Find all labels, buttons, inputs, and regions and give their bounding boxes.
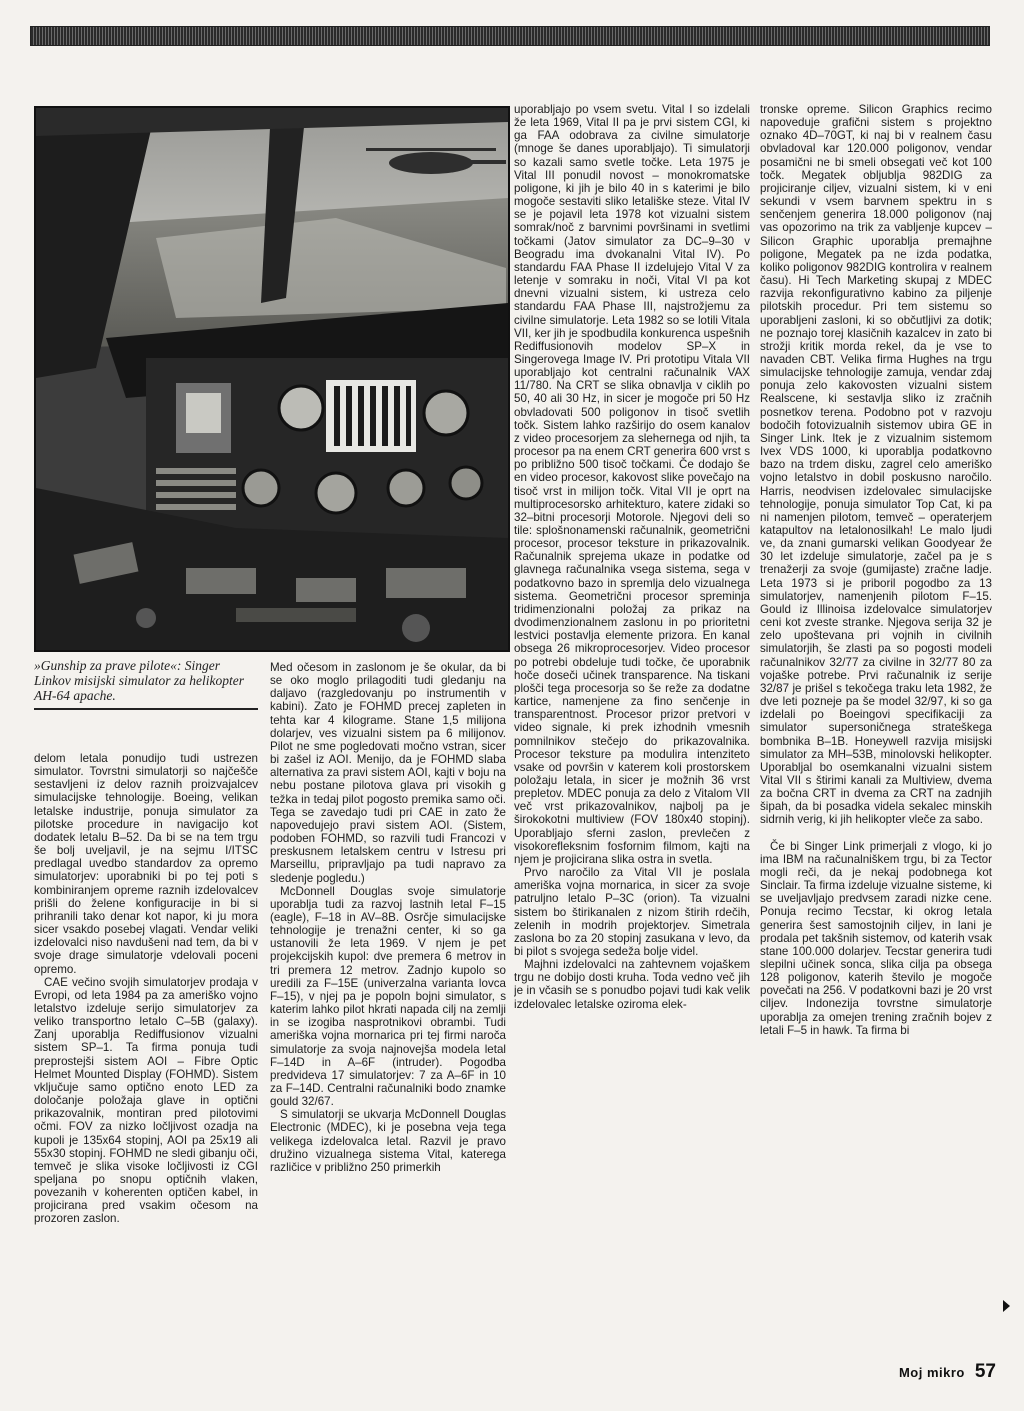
text-column-4 [760, 103, 992, 1353]
helicopter-cockpit-image [36, 108, 508, 650]
paragraph: Med očesom in zaslonom je še okular, da bi se oko moglo prilagoditi tudi gledanju na daljavo (razgledovanju po instrumentih v kabini). Zato je FOHMD precej zapleten in tehta kar 4 kilograme. Stane 1,5 milijona dolarjev, ves vizualni sistem pa 6 milijonov. Pilot ne sme pogledovati močno vstran, sicer bi zašel iz AOI. Menijo, da je FOHMD slaba alternativa za pravi sistem AOI, kajti v boju na nebu postane pilotova glava pri visokih g težka in tedaj pilot pogosto premika samo oči. Tega se zavedajo tudi pri CAE in zato že napovedujejo pravi sistem AOI. (Sistem, podoben FOHMD, so razvili tudi Francozi v preskusnem letalskem centru v Istresu pri Marseillu, pripravljajo pa tudi napravo za sledenje pogledu.) [270, 661, 506, 885]
paragraph: Če bi Singer Link primerjali z vlogo, ki jo ima IBM na računalniškem trgu, bi za Tector mogli reči, da je nekaj podobnega kot Sinclair. Ta firma izdeluje vizualne sisteme, ki se uveljavljajo predvsem zaradi nizke cene. Ponuja recimo Tecstar, ki okrog letala generira šest samostojnih ciljev, in lani je prodala pet takšnih sistemov, od katerih vsak stane 100.000 dolarjev. Tecstar generira tudi slepilni učinek sonca, slika cilja pa obsega 128 poligonov, katerih število je mogoče povečati na 256. V podatkovni bazi je 20 vrst ciljev. Indonezija tovrstne simulatorje uporablja za omejen trening zračnih bojev z letali F–5 in hawk. Ta firma bi [760, 839, 992, 1037]
continue-arrow-icon [1003, 1300, 1010, 1312]
paragraph: CAE večino svojih simulatorjev prodaja v Evropi, od leta 1984 pa za ameriško vojno letalstvo izdeluje serijo simulatorjev za veliko transportno letalo C–5B (galaxy). Zanj uporablja Rediffusionov vizualni sistem SP–1. Ta firma ponuja tudi preprostejši sistem AOI – Fibre Optic Helmet Mounted Display (FOHMD). Sistem vključuje samo optično enoto LED za določanje položaja glave in optični prikazovalnik, montiran pred pilotovimi očmi. FOV za nizko ločljivost ozadja na kupoli je 135x64 stopinj, AOI pa 25x19 ali 55x30 stopinj. FOHMD ne sledi gibanju oči, temveč je slika visoke ločljivosti iz CGI speljana po snopu optičnih vlaken, povezanih v koherenten optičen kabel, in projicirana pred vsakim očesom na prozoren zaslon. [34, 975, 258, 1226]
paragraph: Majhni izdelovalci na zahtevnem vojaškem trgu ne dobijo dosti kruha. Toda vedno več jih je in včasih se s ponudbo pojavi tudi kak velik izdelovalec letalske oziroma elek- [514, 958, 750, 1011]
header-rule [30, 26, 990, 46]
paragraph: delom letala ponudijo tudi ustrezen simulator. Tovrstni simulatorji so najčešče sestavljeni iz delov raznih proizvajalcev simulacijske tehnologije. Boeing, velikan letalske industrije, ponuja simulator za pilotske procedure in navigacijo kot dodatek letalu B–52. Da bi se na tem trgu še bolj uveljavil, je na sejmu I/ITSC predlagal uvedbo standardov za opremo simulatorjev: uporabniki bi po tej poti s kombiniranjem opreme raznih izdelovalcev prišli do želene konfiguracije in bi si prihranili tako denar kot napor, ki ju mora sicer vsakdo posebej vlagati. Vendar veliki izdelovalci niso navdušeni nad tem, da bi v svoje drage simulatorje vdelovali poceni opremo. [34, 752, 258, 976]
paragraph: uporabljajo po vsem svetu. Vital I so izdelali že leta 1969, Vital II pa je prvi sistem CGI, ki ga FAA odobrava za civilne simulatorje (mnoge še danes uporabljajo). Ti simulatorji so kazali samo svetle točke. Leta 1975 je Vital III ponudil novost – monokromatske poligone, ki jih je bilo 40 in s katerimi je bilo mogoče sestaviti sliko letališke steze. Vital IV se je pojavil leta 1978 kot vizualni sistem somrak/noč z barvnimi površinami in svetlimi točkami (Jatov simulator za DC–9–30 v Beogradu ima dvokanalni Vital IV). Po standardu FAA Phase II izdelujejo Vital V za letenje v somraku in noči, Vital VI pa kot dnevni vizualni sistem, ki ustreza celo standardu FAA Phase III, najstrožjemu za civilne simulatorje. Leta 1982 so se lotili Vitala VII, ker jih je spodbudila konkurenca uspešnih Rediffusionovih modelov SP–X in Singerovega Image IV. Pri prototipu Vitala VII uporabljajo kot centralni računalnik VAX 11/780. Na CRT se slika obnavlja v ciklih po 50, 40 ali 30 Hz, in sicer je mogoče pri 50 Hz obvladovati 500 poligonov in tisoč svetlih točk. Sistem lahko razširijo do osem kanalov z video procesorjem za slehernega od njih, ta procesor pa na enem CRT generira 600 vrst s po približno 500 tisoč točkami. Če dodajo še en video procesor, kakovost slike povečajo na tisoč vrst in milijon točk. Vital VII je oprt na multiprocesorsko arhitekturo, katere zidaki so 32–bitni procesorji Motorole. Njegovi deli so tile: splošnonamenski računalnik, geometrični procesor, procesor teksture in prikazovalnik. Računalnik sprejema ukaze in podatke od glavnega računalnika vsega sistema, sega v podatkovno bazo in spremlja delo vizualnega sistema. Geometrični procesor spreminja tridimenzionalni položaj za prikaz na dvodimenzionalnem zaslonu in po prioritetni lestvici postavlja elemente prizora. En kanal obsega 26 mikroprocesorjev. Video procesor po potrebi obdeluje tudi točke, če uporabnik hoče doseči učinek transparence. Na tiskani plošči tega procesorja so še reže za dodatne kartice, namenjene za fino senčenje in transparentnost. Procesor prizor pretvori v video signale, ki prek izhodnih vmesnih pomnilnikov stečejo do prikazovalnika. Procesor teksture pa modulira intenziteto vsake od površin v katerem koli prostorskem položaju letala, in sicer je možnih 36 vrst prepletov. MDEC ponuja za delo z Vitalom VII več vrst prikazovalnikov, najbolj pa je širokokotni multiview (FOV 180x40 stopinj). Uporabljajo sferni zaslon, prevlečen z visokorefleksnim fosfornim filmom, kajti na njem je projicirana slika ostra in svetla. [514, 103, 750, 866]
page-footer [899, 1361, 996, 1383]
paragraph: tronske opreme. Silicon Graphics recimo napoveduje grafični sistem s projektno oznako 4D–70GT, ki naj bi v realnem času obvladoval kar 120.000 poligonov, vendar posamični ne bi smeli obsegati več kot 100 točk. Megatek obljublja 982DIG za projiciranje ciljev, vizualni sistem, ki v eni sekundi v vsem barvnem spektru in s senčenjem generira 18.000 poligonov (naj vas opozorimo na trik za vabljenje kupcev – Silicon Graphic uporablja premajhne poligone, Megatek pa ne izda podatka, koliko poligonov 982DIG kontrolira v realnem času). Hi Tech Marketing skupaj z MDEC razvija rekonfigurativno kabino za piljenje pilotskih procedur. Pri tem sistemu so uporabljeni zasloni, ki so občutljivi za dotik; ne poznajo torej klasičnih kazalcev in zato bi strožji kritik morda rekel, da je vse to navaden CBT. Velika firma Hughes na trgu simulacijske tehnologije zamuja, vendar zdaj ponuja zelo kakovosten vizualni sistem Realscene, ki sestavlja sliko iz zračnih posnetkov terena. Podobno pot v razvoju bodočih fotovizualnih sistemov ubira GE in Singer Link. Itek je z vizualnim sistemom Ivex VDS 1000, ki uporablja podatkovno bazo na trdem disku, zagrel celo ameriško vojno letalstvo in dobil poskusno naročilo. Harris, neodvisen izdelovalec simulacijske tehnologije, ponuja simulator Top Cat, ki pa ni namenjen pilotom, temveč – operaterjem katapultov na letalonosilkah! Le malo ljudi ve, da znani gumarski velikan Goodyear že 30 let izdeluje simulatorje, začel pa je s trenažerji za svoje (gumijaste) zračne ladje. Leta 1973 si je priboril pogodbo za 13 simulatorjev, namenjenih pilotom F–15. Gould iz Illinoisa izdelovalce simulatorjev ceni kot zveste stranke. Njegova serija 32 je zelo upoštevana pri vojnih in civilnih simulatorjih, še zlasti pa so pogosti modeli računalnikov 32/77 za civilne in 32/77 80 za vojaške potrebe. Prvi računalnik iz serije 32/87 je prišel s tekočega traku leta 1982, že dve leti pozneje pa še model 32/97, ki so ga izdelali po Boeingovi specifikaciji za simulator supersoničnega strateškega bombnika B–1B. Honeywell razvija misijski simulator za MH–53B, minolovski helikopter. Uporabljal bo osemkanalni vizualni sistem Vital VII s štirimi kanali za Multiview, dvema za bočna CRT in dvema za CRT na zadnjih šipah, da bi posadka videla sekalec minskih sidrnih verig, ki jih helikopter vleče za sabo. [760, 103, 992, 827]
caption-rule [34, 708, 258, 710]
paragraph: Prvo naročilo za Vital VII je poslala ameriška vojna mornarica, in sicer za svoje patruljno letalo P–3C (orion). Ta vizualni sistem bo štirikanalen z nizom štirih rdečih, zelenih in modrih projektorjev. Simetrala zaslona bo za 20 stopinj zasukana v levo, da bi pilot s svojega sedeža bolje videl. [514, 866, 750, 958]
cockpit-photo [34, 106, 510, 652]
photo-caption: »Gunship za prave pilote«: Singer Linkov misijski simulator za helikopter AH-64 apache. [34, 658, 244, 703]
page-number: 57 [974, 1361, 996, 1382]
magazine-name: Moj mikro [898, 1365, 965, 1380]
text-column-3 [514, 103, 750, 1353]
text-column-2 [270, 661, 506, 1353]
paragraph: S simulatorji se ukvarja McDonnell Douglas Electronic (MDEC), ki je posebna veja tega velikega izdelovalca letal. Razvil je pravo družino vizualnega sistema Vital, katerega različice v približno 250 primerkih [270, 1108, 506, 1174]
paragraph: McDonnell Douglas svoje simulatorje uporablja tudi za razvoj lastnih letal F–15 (eagle), F–18 in AV–8B. Osrčje simulacijske tehnologije je trenažni center, ki so ga ustanovili že leta 1969. V njem je pet projekcijskih kupol: dve premera 6 metrov in tri premera 12 metrov. Zadnjo kupolo so uredili za F–15E (univerzalna varianta lovca F–15), v njej pa je popoln bojni simulator, s katerim lahko pilot hkrati napada cilj na zemlji in se izogiba nasprotnikovi obrambi. Tudi ameriška vojna mornarica pri tej firmi naroča simulatorje za svoja najnovejša modela letal F–14D in A–6F (intruder). Pogodba predvideva 17 simulatorjev: 7 za A–6F in 10 za F–14D. Centralni računalniki bodo znamke gould 32/67. [270, 884, 506, 1109]
text-column-1 [34, 752, 258, 1352]
